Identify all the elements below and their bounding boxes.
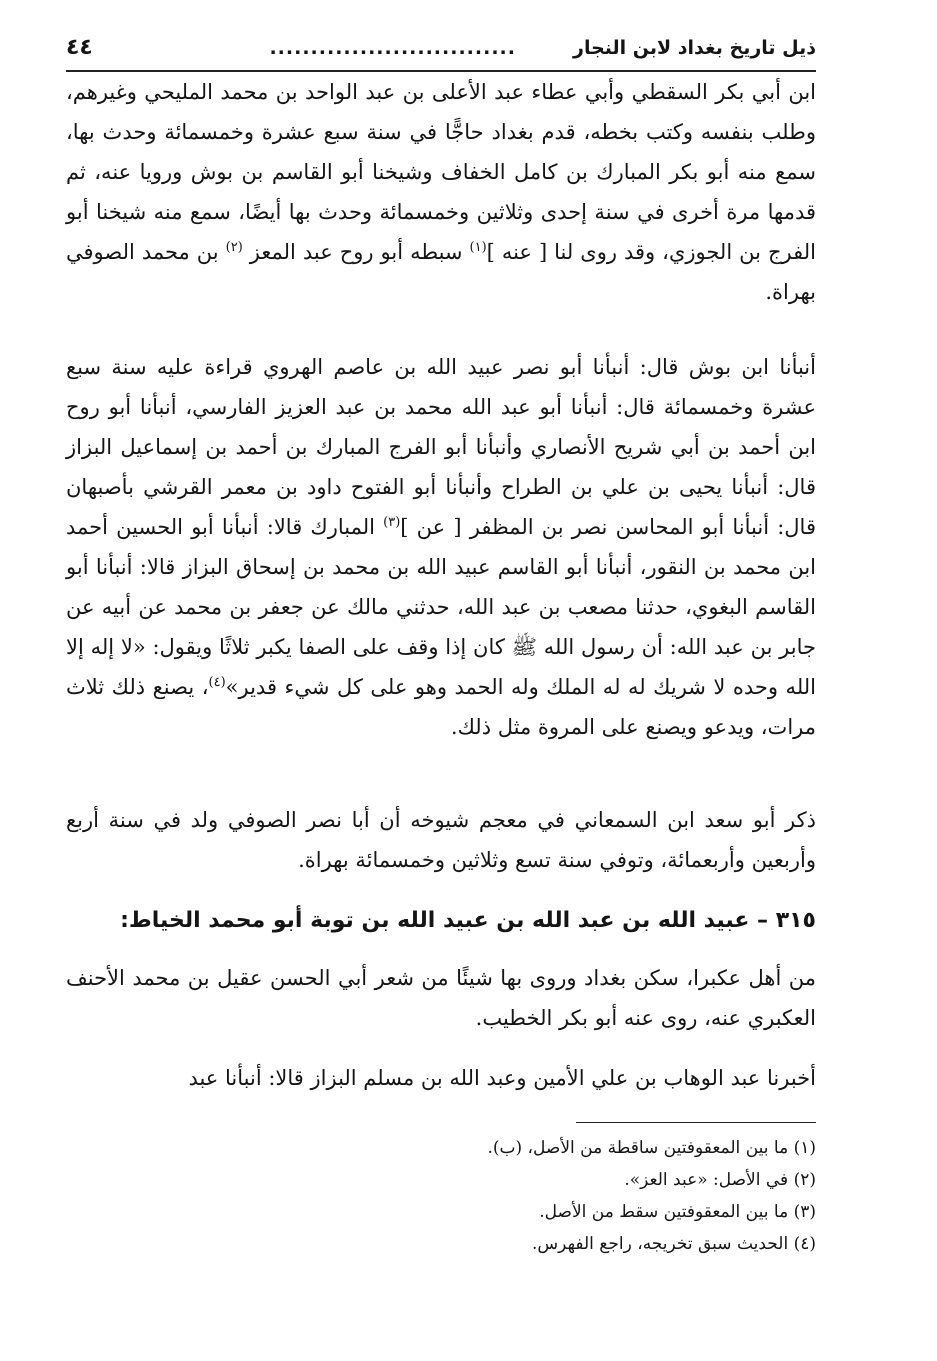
footnotes — [66, 1132, 816, 1272]
paragraph-5: أخبرنا عبد الوهاب بن علي الأمين وعبد الله بن مسلم البزاز قالا: أنبأنا عبد — [188, 1066, 816, 1090]
paragraph-2-text-c: ، يصنع ذلك ثلاث مرات، ويدعو ويصنع على المروة مثل ذلك. — [66, 675, 816, 739]
paragraph-1-text-b: سبطه أبو روح عبد المعز — [242, 240, 470, 264]
footnote-ref-1: (١) — [469, 240, 487, 255]
paragraph-1-text-a: ابن أبي بكر السقطي وأبي عطاء عبد الأعلى بن عبد الواحد بن محمد المليحي وغيرهم، وطلب بنفسه وكتب بخطه، قدم بغداد حاجًّا في سنة سبع عشرة وخمسمائة وحدث بها، سمع منه أبو بكر المبارك بن كامل الخفاف وشيخنا أبو القاسم بن بوش ورويا عنه، ثم قدمها مرة أخرى في سنة إحدى وثلاثين وخمسمائة وحدث بها أيضًا، سمع منه شيخنا أبو الفرج بن الجوزي، وقد روى لنا [ عنه ] — [66, 80, 816, 264]
paragraph-2 — [66, 347, 816, 751]
paragraph-2-text-b: المبارك قالا: أنبأنا أبو الحسين أحمد ابن محمد بن النقور، أنبأنا أبو القاسم عبيد الله بن محمد بن إسحاق البزاز قالا: أنبأنا أبو القاسم البغوي، حدثنا مصعب بن عبد الله، حدثني مالك عن جعفر بن محمد عن أبيه عن جابر بن عبد الله: أن رسول الله ﷺ كان إذا وقف على الصفا يكبر ثلاثًا ويقول: «لا إله إلا الله وحده لا شريك له له الملك وله الحمد وهو على كل شيء قدير» — [66, 515, 816, 699]
footnote-rule — [576, 1122, 816, 1123]
running-title: ذيل تاريخ بغداد لابن النجار — [573, 37, 816, 59]
page-number: ٤٤ — [66, 35, 93, 60]
footnote-ref-4: (٤) — [208, 675, 226, 690]
running-header — [66, 28, 816, 68]
paragraph-1 — [66, 72, 816, 324]
footnote-1: (١) ما بين المعقوفتين ساقطة من الأصل، (ب). — [487, 1138, 816, 1158]
paragraph-2-text-a: أنبأنا ابن بوش قال: أنبأنا أبو نصر عبيد الله بن عاصم الهروي قراءة عليه سنة سبع عشرة وخمسمائة قال: أنبأنا أبو عبد الله محمد بن عبد العزيز الفارسي، أنبأنا أبو روح ابن أحمد بن أبي شريح الأنصاري وأنبأنا أبو الفرج المبارك بن أحمد بن إسماعيل البزاز قال: أنبأنا يحيى بن علي بن الطراح وأنبأنا أبو الفتوح داود بن معمر القرشي بأصبهان قال: أنبأنا أبو المحاسن نصر بن المظفر [ عن ] — [66, 355, 816, 539]
footnote-4: (٤) الحديث سبق تخريجه، راجع الفهرس. — [532, 1234, 816, 1254]
header-dot-leader: .............................. — [269, 37, 516, 59]
paragraph-4: من أهل عكبرا، سكن بغداد وروى بها شيئًا من شعر أبي الحسن عقيل بن محمد الأحنف العكبري عنه، روى عنه أبو بكر الخطيب. — [66, 966, 816, 1030]
paragraph-3: ذكر أبو سعد ابن السمعاني في معجم شيوخه أن أبا نصر الصوفي ولد في سنة أربع وأربعين وأربعمائة، وتوفي سنة تسع وثلاثين وخمسمائة بهراة. — [66, 808, 816, 872]
footnote-3: (٣) ما بين المعقوفتين سقط من الأصل. — [539, 1202, 816, 1222]
footnote-2: (٢) في الأصل: «عبد العز». — [624, 1170, 816, 1190]
paragraph-1-text-c: بن محمد الصوفي بهراة. — [66, 240, 816, 304]
entry-heading: ٣١٥ – عبيد الله بن عبد الله بن عبيد الله بن توبة أبو محمد الخياط: — [120, 908, 816, 933]
footnote-ref-2: (٢) — [225, 240, 243, 255]
footnote-ref-3: (٣) — [383, 515, 401, 530]
